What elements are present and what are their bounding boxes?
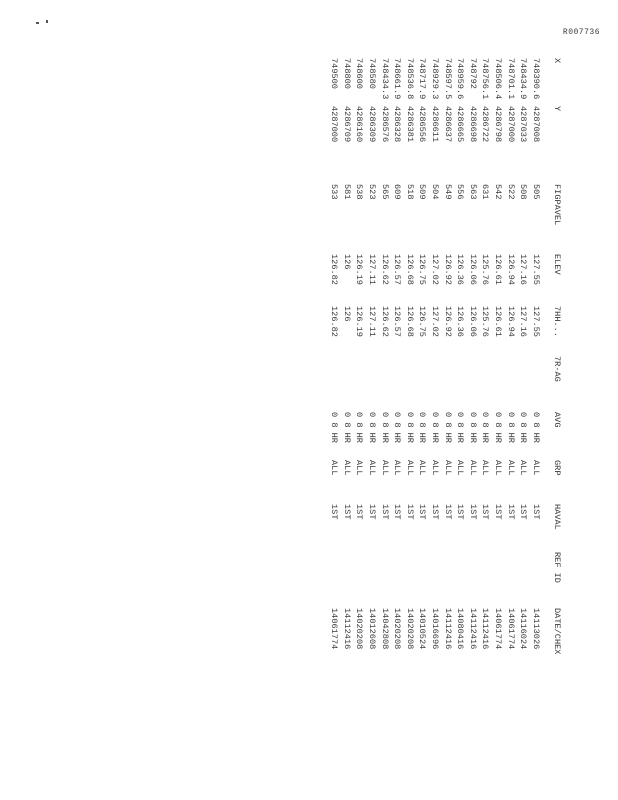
- table-cell: ALL: [392, 460, 403, 476]
- column-header: ELEV: [552, 254, 562, 275]
- table-cell: 748600: [354, 58, 365, 89]
- table-cell: 126.94: [505, 306, 516, 337]
- table-row: [366, 58, 379, 718]
- table-cell: [341, 356, 354, 412]
- table-row: [378, 58, 391, 718]
- table-row: [529, 58, 542, 718]
- table-cell: 0 8 HR: [480, 412, 491, 443]
- table-cell: ALL: [530, 460, 541, 476]
- table-cell: 126.62: [379, 254, 390, 285]
- table-cell: [504, 356, 517, 412]
- table-cell: 14116024: [518, 608, 529, 650]
- page-id: R007736: [562, 28, 600, 37]
- table-cell: 0 8 HR: [505, 412, 516, 443]
- table-row: [353, 58, 366, 718]
- table-cell: 509: [417, 184, 428, 200]
- table-row: [504, 58, 517, 718]
- table-row: [454, 58, 467, 718]
- table-cell: [416, 552, 429, 608]
- table-cell: 748434.3: [379, 58, 390, 100]
- table-cell: 126.94: [505, 254, 516, 285]
- table-row: [441, 58, 454, 718]
- table-cell: 127.55: [530, 306, 541, 337]
- table-cell: 1ST: [429, 504, 440, 520]
- table-cell: ALL: [379, 460, 390, 476]
- table-cell: 748580: [366, 58, 377, 89]
- column-header: DATE/CHEX: [552, 608, 562, 655]
- table-cell: 4286381: [404, 106, 415, 143]
- table-cell: 631: [480, 184, 491, 200]
- table-header: [542, 58, 562, 718]
- table-cell: 518: [404, 184, 415, 200]
- table-cell: 0 8 HR: [404, 412, 415, 443]
- table-cell: 126.06: [467, 254, 478, 285]
- rotated-table-container: [262, 58, 562, 718]
- table-cell: 1ST: [366, 504, 377, 520]
- table-cell: 127.16: [518, 306, 529, 337]
- table-cell: 126.82: [329, 306, 340, 337]
- table-cell: 1ST: [455, 504, 466, 520]
- column-header: 7R-AG: [552, 356, 562, 382]
- table-row: [492, 58, 505, 718]
- column-header: 7HH...: [552, 306, 562, 337]
- table-cell: 14020208: [404, 608, 415, 650]
- table-cell: 14112416: [341, 608, 352, 650]
- table-cell: 0 8 HR: [492, 412, 503, 443]
- table-cell: 748597.5: [442, 58, 453, 100]
- table-cell: 14113026: [530, 608, 541, 650]
- table-body: [328, 58, 542, 718]
- table-cell: 505: [530, 184, 541, 200]
- table-cell: 126.57: [392, 254, 403, 285]
- table-cell: 4286798: [492, 106, 503, 143]
- table-cell: 748756.1: [480, 58, 491, 100]
- table-cell: 127.11: [366, 306, 377, 337]
- table-cell: [403, 552, 416, 608]
- table-cell: 1ST: [417, 504, 428, 520]
- table-cell: 748929.3: [429, 58, 440, 100]
- column-header: REF ID: [552, 552, 562, 583]
- table-cell: 4286328: [392, 106, 403, 143]
- table-cell: ALL: [480, 460, 491, 476]
- table-cell: ALL: [404, 460, 415, 476]
- table-cell: ALL: [505, 460, 516, 476]
- table-cell: 126.36: [455, 254, 466, 285]
- table-cell: 1ST: [505, 504, 516, 520]
- table-cell: 126.19: [354, 254, 365, 285]
- table-cell: 126.57: [392, 306, 403, 337]
- table-cell: [466, 356, 479, 412]
- table-cell: 0 8 HR: [530, 412, 541, 443]
- table-cell: 126.62: [379, 306, 390, 337]
- table-cell: 542: [492, 184, 503, 200]
- table-cell: 1ST: [341, 504, 352, 520]
- table-cell: 14061774: [492, 608, 503, 650]
- table-cell: [429, 356, 442, 412]
- table-cell: 126.36: [455, 306, 466, 337]
- table-cell: 4286709: [341, 106, 352, 143]
- table-cell: [341, 552, 354, 608]
- table-cell: 4286637: [442, 106, 453, 143]
- column-header: FIGPAVEL: [552, 184, 562, 226]
- column-header: AVG: [552, 412, 562, 428]
- table-cell: [492, 552, 505, 608]
- table-cell: 748800: [341, 58, 352, 89]
- table-cell: 14061774: [329, 608, 340, 650]
- table-cell: 0 8 HR: [379, 412, 390, 443]
- table-cell: ALL: [442, 460, 453, 476]
- table-cell: 14080416: [455, 608, 466, 650]
- table-cell: 4287008: [530, 106, 541, 143]
- table-cell: 0 8 HR: [518, 412, 529, 443]
- table-cell: 748434.9: [518, 58, 529, 100]
- table-cell: [353, 356, 366, 412]
- table-cell: 14112416: [467, 608, 478, 650]
- table-cell: [328, 356, 341, 412]
- table-cell: 4286576: [379, 106, 390, 143]
- table-cell: ALL: [417, 460, 428, 476]
- table-cell: 4286309: [366, 106, 377, 143]
- table-row: [479, 58, 492, 718]
- table-cell: 609: [392, 184, 403, 200]
- table-cell: 126.61: [492, 254, 503, 285]
- table-row: [391, 58, 404, 718]
- table-cell: [328, 552, 341, 608]
- column-header: GRP: [552, 460, 562, 476]
- table-cell: 748701.1: [505, 58, 516, 100]
- table-row: [416, 58, 429, 718]
- table-cell: ALL: [341, 460, 352, 476]
- table-cell: [466, 552, 479, 608]
- table-cell: [517, 356, 530, 412]
- table-cell: [391, 356, 404, 412]
- table-cell: 4286160: [354, 106, 365, 143]
- column-header: HAVAL: [552, 504, 562, 530]
- table-cell: 0 8 HR: [354, 412, 365, 443]
- table-cell: 748792: [467, 58, 478, 89]
- table-cell: 126.06: [467, 306, 478, 337]
- table-cell: 1ST: [530, 504, 541, 520]
- table-cell: 125.76: [480, 254, 491, 285]
- table-cell: 1ST: [467, 504, 478, 520]
- table-cell: ALL: [455, 460, 466, 476]
- table-cell: [403, 356, 416, 412]
- table-cell: 0 8 HR: [417, 412, 428, 443]
- table-cell: 748536.8: [404, 58, 415, 100]
- table-cell: 748717.9: [417, 58, 428, 100]
- table-cell: 581: [341, 184, 352, 200]
- table-cell: 126.92: [442, 254, 453, 285]
- table-cell: 556: [455, 184, 466, 200]
- table-cell: 126: [341, 254, 352, 270]
- table-cell: 0 8 HR: [442, 412, 453, 443]
- table-cell: 127.55: [530, 254, 541, 285]
- table-cell: [416, 356, 429, 412]
- table-cell: 14020208: [354, 608, 365, 650]
- table-cell: ALL: [354, 460, 365, 476]
- table-row: [341, 58, 354, 718]
- table-cell: 1ST: [354, 504, 365, 520]
- table-cell: 0 8 HR: [366, 412, 377, 443]
- table-cell: [391, 552, 404, 608]
- table-cell: 4286556: [417, 106, 428, 143]
- table-cell: 126.68: [404, 306, 415, 337]
- table-cell: 749500: [329, 58, 340, 89]
- table-cell: [441, 552, 454, 608]
- table-cell: 565: [379, 184, 390, 200]
- table-cell: 1ST: [392, 504, 403, 520]
- table-cell: 563: [467, 184, 478, 200]
- table-cell: 748390.6: [530, 58, 541, 100]
- table-cell: 1ST: [492, 504, 503, 520]
- table-cell: ALL: [518, 460, 529, 476]
- table-cell: [366, 356, 379, 412]
- header-row: [542, 58, 562, 718]
- table-cell: [529, 356, 542, 412]
- table-cell: ALL: [329, 460, 340, 476]
- table-cell: 126: [341, 306, 352, 322]
- table-cell: 14112416: [442, 608, 453, 650]
- table-cell: [479, 356, 492, 412]
- table-cell: 0 8 HR: [392, 412, 403, 443]
- table-cell: [454, 552, 467, 608]
- table-cell: 4286665: [455, 106, 466, 143]
- table-cell: [353, 552, 366, 608]
- table-cell: 4287033: [518, 106, 529, 143]
- table-cell: [517, 552, 530, 608]
- table-row: [429, 58, 442, 718]
- table-cell: [441, 356, 454, 412]
- table-cell: 0 8 HR: [329, 412, 340, 443]
- table-cell: [479, 552, 492, 608]
- table-cell: 4287000: [329, 106, 340, 143]
- table-cell: 4286611: [429, 106, 440, 143]
- table-cell: 126.82: [329, 254, 340, 285]
- column-header: X: [552, 58, 562, 64]
- table-cell: 127.02: [429, 254, 440, 285]
- table-cell: 14061774: [505, 608, 516, 650]
- table-row: [466, 58, 479, 718]
- table-cell: 1ST: [442, 504, 453, 520]
- table-cell: 533: [329, 184, 340, 200]
- table-cell: ALL: [366, 460, 377, 476]
- table-cell: 4286722: [480, 106, 491, 143]
- column-header: Y: [552, 106, 562, 112]
- table-cell: ALL: [492, 460, 503, 476]
- table-cell: 127.11: [366, 254, 377, 285]
- table-cell: 126.75: [417, 306, 428, 337]
- table-cell: 4287000: [505, 106, 516, 143]
- table-cell: 14012608: [366, 608, 377, 650]
- table-cell: 523: [366, 184, 377, 200]
- table-cell: 504: [429, 184, 440, 200]
- table-cell: 1ST: [329, 504, 340, 520]
- table-cell: [504, 552, 517, 608]
- table-row: [403, 58, 416, 718]
- table-cell: 1ST: [379, 504, 390, 520]
- table-cell: [378, 356, 391, 412]
- table-cell: [492, 356, 505, 412]
- table-cell: 126.61: [492, 306, 503, 337]
- table-cell: [378, 552, 391, 608]
- table-cell: 538: [354, 184, 365, 200]
- table-cell: 1ST: [518, 504, 529, 520]
- table-cell: 14010524: [417, 608, 428, 650]
- table-cell: 0 8 HR: [429, 412, 440, 443]
- table-cell: 0 8 HR: [455, 412, 466, 443]
- table-cell: 508: [518, 184, 529, 200]
- table-cell: 126.19: [354, 306, 365, 337]
- table-cell: 14042808: [379, 608, 390, 650]
- table-cell: 126.75: [417, 254, 428, 285]
- table-cell: 4286698: [467, 106, 478, 143]
- table-cell: ALL: [429, 460, 440, 476]
- table-cell: 0 8 HR: [341, 412, 352, 443]
- table-cell: [366, 552, 379, 608]
- table-cell: 14020208: [392, 608, 403, 650]
- table-cell: 1ST: [480, 504, 491, 520]
- table-cell: 0 8 HR: [467, 412, 478, 443]
- table-cell: 127.16: [518, 254, 529, 285]
- table-cell: 126.92: [442, 306, 453, 337]
- table-cell: ALL: [467, 460, 478, 476]
- table-cell: 1ST: [404, 504, 415, 520]
- table-cell: 748506.4: [492, 58, 503, 100]
- table-cell: 14016696: [429, 608, 440, 650]
- table-cell: [529, 552, 542, 608]
- data-table: [328, 58, 562, 718]
- table-cell: 14112416: [480, 608, 491, 650]
- table-cell: 126.68: [404, 254, 415, 285]
- table-cell: 748661.9: [392, 58, 403, 100]
- table-cell: 522: [505, 184, 516, 200]
- table-row: [517, 58, 530, 718]
- table-cell: 127.02: [429, 306, 440, 337]
- table-row: [328, 58, 341, 718]
- table-cell: [454, 356, 467, 412]
- table-cell: 549: [442, 184, 453, 200]
- table-cell: 125.76: [480, 306, 491, 337]
- table-cell: [429, 552, 442, 608]
- table-cell: 748959.6: [455, 58, 466, 100]
